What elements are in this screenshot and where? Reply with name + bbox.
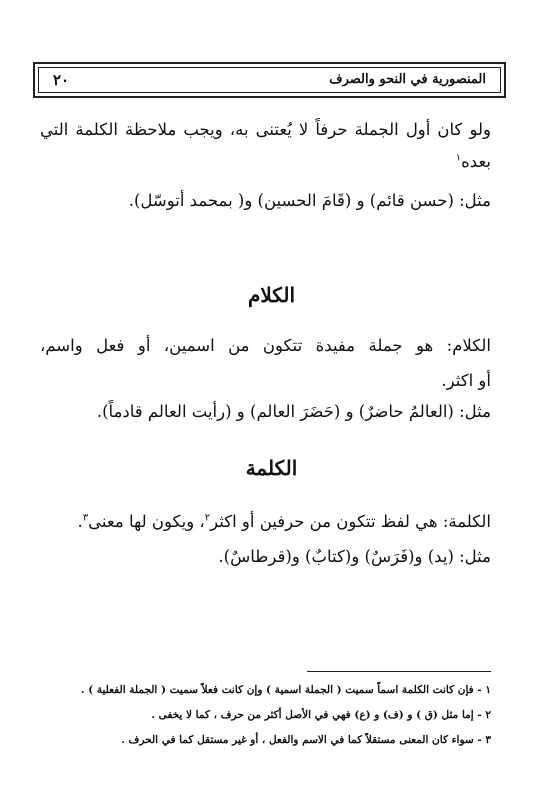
intro-example: مثل: (حسن قائم) و (قَامَ الحسين) و( بمحمد أتوسّل).	[128, 191, 491, 210]
footnote-1: ١ - فإن كانت الكلمة اسماً سميت ( الجملة اسمية ) وإن كانت فعلاً سميت ( الجملة الفعلية ) .	[80, 684, 491, 696]
heading-kalam: الكلام	[247, 283, 295, 307]
kalam-definition-cont: أو اكثر.	[441, 371, 491, 390]
kalima-definition-c: .	[77, 512, 83, 531]
kalam-example: مثل: (العالمُ حاضرٌ) و (حَضَرَ العالم) و (رأيت العالم قادماً).	[96, 402, 491, 421]
kalima-definition-a: الكلمة: هي لفظ تتكون من حرفين أو اكثر	[210, 512, 491, 531]
intro-line-1: ولو كان أول الجملة حرفاً لا يُعتنى به، ويجب ملاحظة الكلمة التي	[40, 120, 491, 139]
kalima-definition-b: ، ويكون لها معنى	[88, 512, 205, 531]
running-title: المنصورية في النحو والصرف	[329, 72, 486, 87]
page-number: ٢٠	[53, 71, 70, 89]
kalima-example: مثل: (يد) و(فَرَسٌ) و(كتابٌ) و(قرطاسٌ).	[218, 547, 491, 566]
heading-kalima: الكلمة	[245, 456, 298, 480]
kalam-definition: الكلام: هو جملة مفيدة تتكون من اسمين، أو فعل واسم،	[40, 336, 491, 355]
footnote-ref-2: ٢	[204, 512, 211, 524]
footnote-2: ٢ - إما مثل (ق ) و (ف) و (ع) فهي في الأصل أكثر من حرف ، كما لا يخفى .	[151, 709, 491, 721]
running-header	[33, 62, 506, 98]
intro-line-2	[40, 152, 491, 171]
footnote-ref-1: ١	[455, 152, 462, 164]
footnote-divider	[307, 671, 491, 672]
kalima-definition	[40, 512, 491, 531]
footnote-ref-3: ٣	[82, 512, 89, 524]
intro-line-2-text: بعده	[461, 152, 491, 171]
footnote-3: ٣ - سواء كان المعنى مستقلاً كما في الاسم والفعل ، أو غير مستقل كما في الحرف .	[121, 734, 491, 746]
